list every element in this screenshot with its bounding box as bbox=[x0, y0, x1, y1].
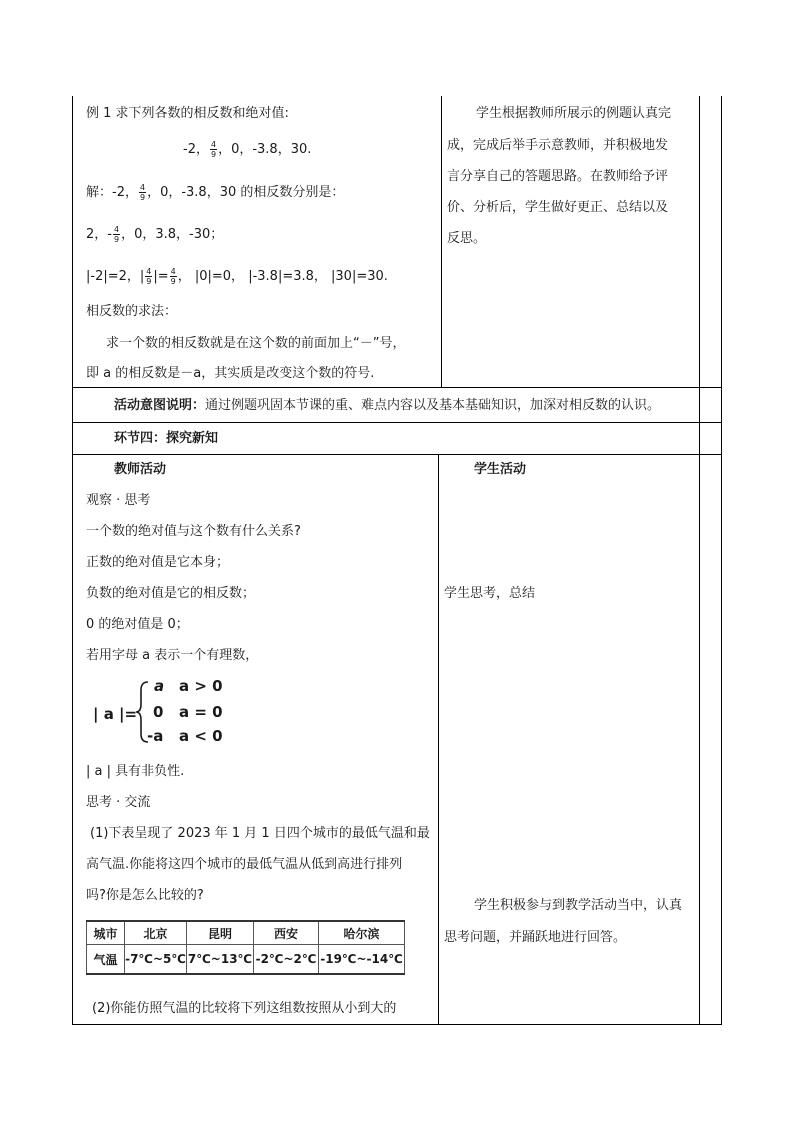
fraction-denominator: 9 bbox=[139, 193, 146, 202]
formula-case-3-condition: a < 0 bbox=[179, 727, 223, 745]
question-1-line-3: 吗?你是怎么比较的? bbox=[86, 888, 204, 903]
student-text-line-5: 反思。 bbox=[447, 231, 487, 246]
opposite-part-1: 2，- bbox=[86, 227, 112, 242]
temperature-cell-xian: -2℃~2℃ bbox=[254, 945, 319, 975]
solution-part-2: ，0，-3.8，30 的相反数分别是： bbox=[147, 185, 345, 200]
table-border-left bbox=[72, 96, 73, 1025]
solution-part-1: 解：-2， bbox=[86, 185, 138, 200]
formula-case-2-condition: a = 0 bbox=[179, 703, 223, 721]
student-text-line-3: 言分享自己的答题思路。在教师给予评 bbox=[447, 169, 669, 184]
method-title: 相反数的求法： bbox=[86, 304, 178, 319]
header-cell-harbin: 哈尔滨 bbox=[319, 921, 405, 945]
header-cell-city: 城市 bbox=[87, 921, 125, 945]
student-text-line-1: 学生根据教师所展示的例题认真完 bbox=[476, 106, 672, 121]
fraction-numerator: 4 bbox=[170, 267, 176, 276]
abs-part-3: ， |0|=0， |-3.8|=3.8， |30|=30. bbox=[177, 269, 388, 284]
method-line-1: 求一个数的相反数就是在这个数的前面加上“－”号， bbox=[106, 336, 406, 351]
row-line-1 bbox=[72, 387, 722, 388]
teacher-line-letter: 若用字母 a 表示一个有理数， bbox=[86, 648, 259, 663]
teacher-line-zero: 0 的绝对值是 0； bbox=[86, 617, 189, 632]
student-text-line-4: 价、分析后，学生做好更正、总结以及 bbox=[447, 200, 669, 215]
intent-label: 活动意图说明： bbox=[114, 398, 206, 413]
formula-lhs: | a |= bbox=[93, 705, 138, 723]
student-think-summary: 学生思考，总结 bbox=[444, 586, 536, 601]
teacher-activity-header: 教师活动 bbox=[114, 462, 167, 477]
temperature-cell-kunming: 7℃~13℃ bbox=[187, 945, 254, 975]
teacher-line-nonnegative: | a | 具有非负性. bbox=[86, 764, 185, 779]
student-participate-line-2: 思考问题，并踊跃地进行回答。 bbox=[444, 930, 627, 945]
fraction-four-ninths bbox=[210, 140, 217, 159]
teacher-line-think-exchange: 思考 · 交流 bbox=[86, 795, 151, 810]
list-part-1: -2， bbox=[183, 142, 209, 157]
question-1-line-1: (1)下表呈现了 2023 年 1 月 1 日四个城市的最低气温和最 bbox=[90, 826, 430, 841]
temperature-cell-beijing: -7℃~5℃ bbox=[125, 945, 187, 975]
fraction-four-ninths bbox=[113, 225, 120, 244]
student-text-line-2: 成，完成后举手示意教师，并积极地发 bbox=[447, 138, 669, 153]
temperature-table bbox=[86, 920, 405, 975]
column-divider-top bbox=[441, 96, 442, 387]
abs-part-1: |-2|=2，| bbox=[86, 269, 145, 284]
intent-text: 通过例题巩固本节课的重、难点内容以及基本基础知识，加深对相反数的认识。 bbox=[205, 398, 661, 413]
list-part-2: ，0，-3.8，30. bbox=[218, 142, 312, 157]
fraction-denominator: 9 bbox=[146, 277, 152, 286]
row-line-3 bbox=[72, 454, 722, 455]
table-row bbox=[87, 945, 405, 975]
row-line-2 bbox=[72, 422, 722, 423]
opposite-numbers bbox=[86, 225, 223, 244]
teacher-line-negative: 负数的绝对值是它的相反数； bbox=[86, 586, 256, 601]
table-border-right-outer bbox=[721, 96, 722, 1025]
fraction-numerator: 4 bbox=[146, 267, 152, 276]
fraction-numerator: 4 bbox=[139, 183, 146, 192]
question-1-line-2: 高气温.你能将这四个城市的最低气温从低到高进行排列 bbox=[86, 857, 403, 872]
section-title: 环节四：探究新知 bbox=[114, 431, 219, 446]
method-line-2: 即 a 的相反数是－a，其实质是改变这个数的符号. bbox=[86, 366, 375, 381]
header-cell-beijing: 北京 bbox=[125, 921, 187, 945]
student-participate-line-1: 学生积极参与到教学活动当中，认真 bbox=[474, 898, 683, 913]
header-cell-xian: 西安 bbox=[254, 921, 319, 945]
abs-part-2: |= bbox=[153, 269, 169, 284]
formula-case-3-value: -a bbox=[147, 727, 164, 745]
question-2-line-1: (2)你能仿照气温的比较将下列这组数按照从小到大的 bbox=[92, 1001, 397, 1016]
fraction-four-ninths bbox=[145, 267, 152, 286]
fraction-four-ninths bbox=[170, 267, 177, 286]
formula-case-2-value: 0 bbox=[153, 703, 164, 721]
fraction-denominator: 9 bbox=[210, 150, 217, 159]
table-border-right-inner bbox=[699, 96, 700, 1025]
activity-intent bbox=[114, 398, 660, 414]
teacher-line-observe: 观察 · 思考 bbox=[86, 493, 151, 508]
opposite-part-2: ，0，3.8，-30； bbox=[121, 227, 224, 242]
table-header-row bbox=[87, 921, 405, 945]
teacher-line-question: 一个数的绝对值与这个数有什么关系? bbox=[86, 524, 301, 539]
fraction-denominator: 9 bbox=[113, 235, 120, 244]
header-cell-kunming: 昆明 bbox=[187, 921, 254, 945]
example-title: 例 1 求下列各数的相反数和绝对值: bbox=[86, 106, 289, 121]
teacher-line-positive: 正数的绝对值是它本身； bbox=[86, 555, 230, 570]
solution-intro bbox=[86, 183, 344, 202]
formula-case-1-condition: a > 0 bbox=[179, 677, 223, 695]
temperature-cell-harbin: -19℃~-14℃ bbox=[319, 945, 405, 975]
table-bottom-line bbox=[72, 1024, 722, 1025]
absolute-values bbox=[86, 267, 388, 286]
fraction-denominator: 9 bbox=[170, 277, 176, 286]
fraction-numerator: 4 bbox=[210, 140, 217, 149]
fraction-numerator: 4 bbox=[113, 225, 120, 234]
example-number-list bbox=[183, 140, 311, 159]
row-label-temperature: 气温 bbox=[87, 945, 125, 975]
formula-case-1-value: a bbox=[154, 677, 165, 695]
fraction-four-ninths bbox=[139, 183, 146, 202]
column-divider-bottom bbox=[438, 454, 439, 1025]
student-activity-header: 学生活动 bbox=[474, 462, 527, 477]
